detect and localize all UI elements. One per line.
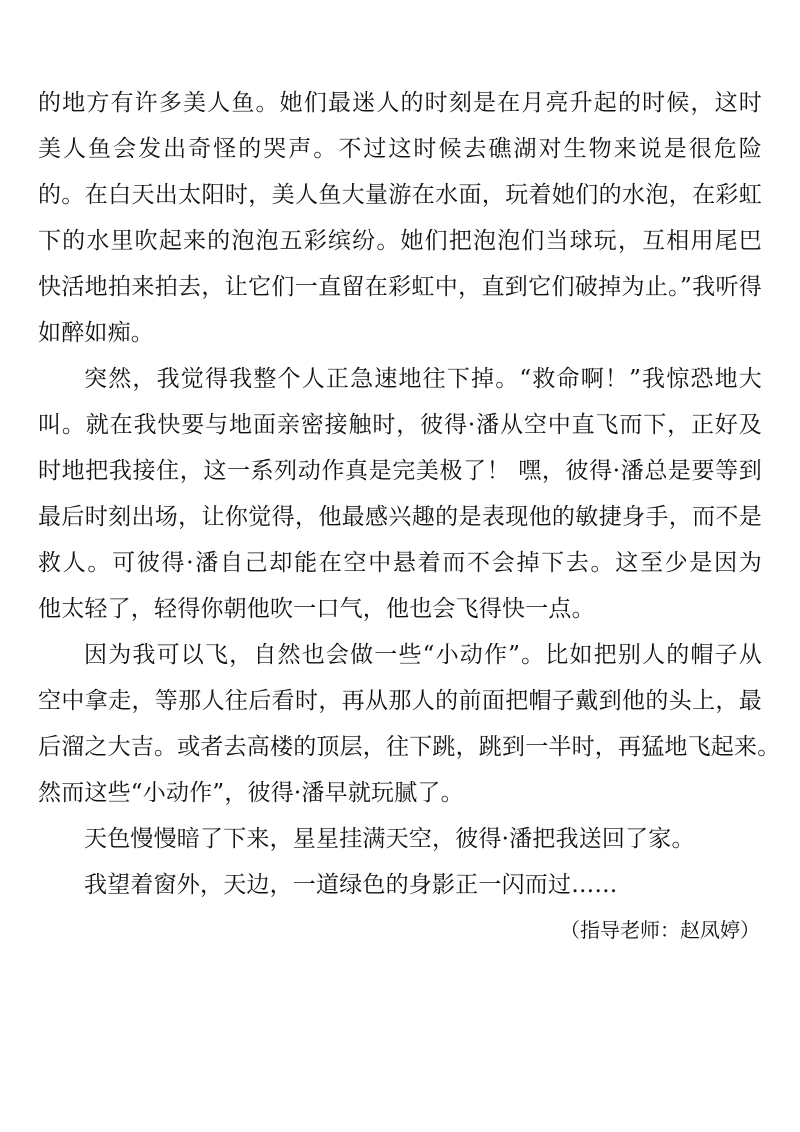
- text-line: 快活地拍来拍去，让它们一直留在彩虹中，直到它们破掉为止。”我听得: [38, 274, 762, 300]
- text-line: 下的水里吹起来的泡泡五彩缤纷。她们把泡泡们当球玩，互相用尾巴: [38, 228, 762, 254]
- text-line: 救人。可彼得·潘自己却能在空中悬着而不会掉下去。这至少是因为: [38, 550, 762, 576]
- text-line: 最后时刻出场，让你觉得，他最感兴趣的是表现他的敏捷身手，而不是: [38, 504, 762, 530]
- text-line: 我望着窗外，天边，一道绿色的身影正一闪而过……: [84, 872, 618, 898]
- text-line: 如醉如痴。: [38, 320, 154, 346]
- text-line: 的地方有许多美人鱼。她们最迷人的时刻是在月亮升起的时候，这时: [38, 90, 762, 116]
- text-line: 叫。就在我快要与地面亲密接触时，彼得·潘从空中直飞而下，正好及: [38, 412, 762, 438]
- teacher-signature: （指导老师：赵凤婷）: [560, 918, 760, 942]
- text-line: 时地把我接住，这一系列动作真是完美极了！ 嘿，彼得·潘总是要等到: [38, 458, 762, 484]
- text-line: 然而这些“小动作”，彼得·潘早就玩腻了。: [38, 780, 464, 806]
- text-line: 后溜之大吉。或者去高楼的顶层，往下跳，跳到一半时，再猛地飞起来。: [38, 734, 781, 760]
- text-line: 的。在白天出太阳时，美人鱼大量游在水面，玩着她们的水泡，在彩虹: [38, 182, 762, 208]
- text-line: 天色慢慢暗了下来，星星挂满天空，彼得·潘把我送回了家。: [84, 826, 695, 852]
- text-line: 突然，我觉得我整个人正急速地往下掉。“救命啊！”我惊恐地大: [84, 366, 762, 392]
- text-line: 他太轻了，轻得你朝他吹一口气，他也会飞得快一点。: [38, 596, 595, 622]
- text-line: 美人鱼会发出奇怪的哭声。不过这时候去礁湖对生物来说是很危险: [38, 136, 762, 162]
- text-line: 空中拿走，等那人往后看时，再从那人的前面把帽子戴到他的头上，最: [38, 688, 762, 714]
- text-line: 因为我可以飞，自然也会做一些“小动作”。比如把别人的帽子从: [84, 642, 762, 668]
